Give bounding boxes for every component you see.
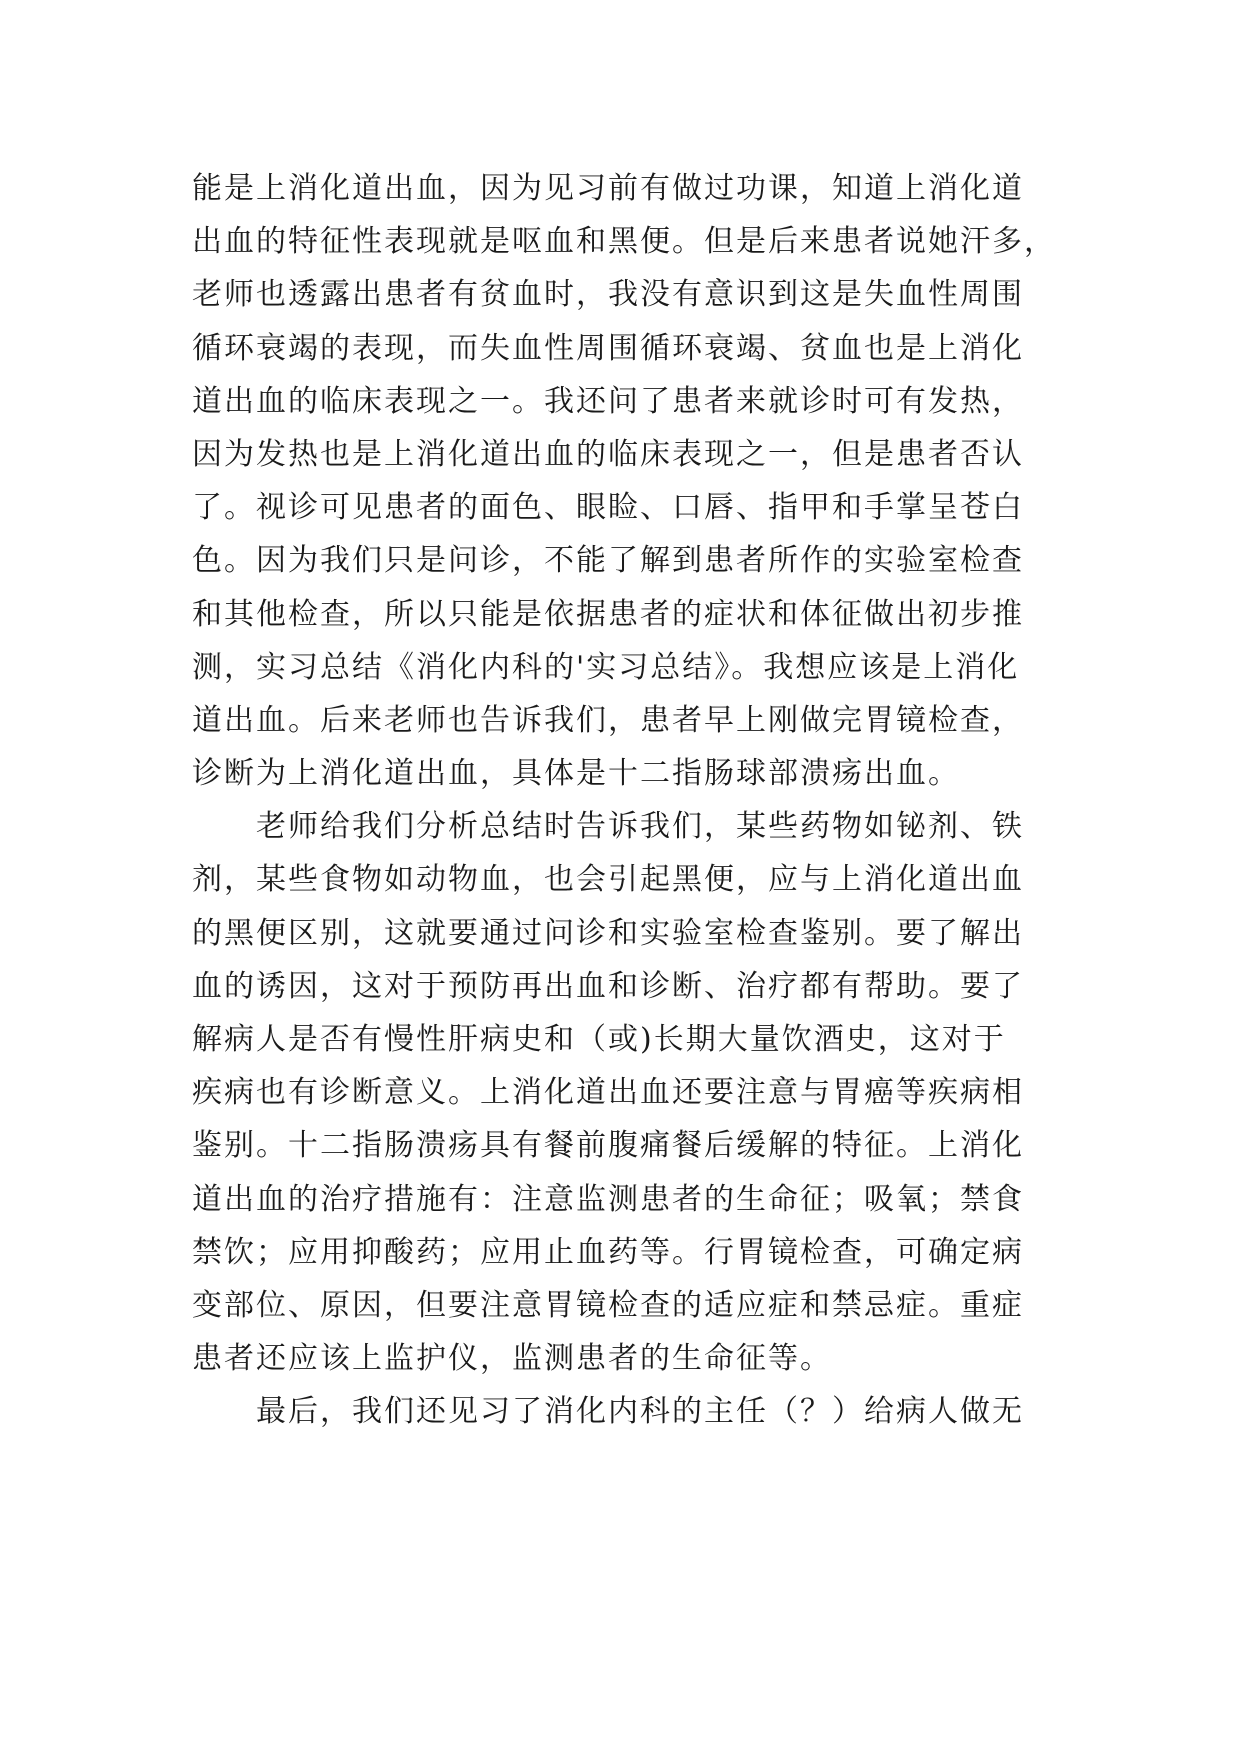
text-line: 患者还应该上监护仪，监测患者的生命征等。	[192, 1341, 832, 1377]
text-line: 的黑便区别，这就要通过问诊和实验室检查鉴别。要了解出	[192, 915, 1024, 951]
text-line: 道出血的治疗措施有：注意监测患者的生命征；吸氧；禁食	[192, 1181, 1024, 1217]
text-line: 血的诱因，这对于预防再出血和诊断、治疗都有帮助。要了	[192, 968, 1024, 1004]
text-line: 道出血。后来老师也告诉我们，患者早上刚做完胃镜检查，	[192, 702, 1024, 738]
text-line: 禁饮；应用抑酸药；应用止血药等。行胃镜检查，可确定病	[192, 1234, 1024, 1270]
text-line: 循环衰竭的表现，而失血性周围循环衰竭、贫血也是上消化	[192, 330, 1024, 366]
text-line: 出血的特征性表现就是呕血和黑便。但是后来患者说她汗多，	[192, 224, 1056, 260]
text-line: 最后，我们还见习了消化内科的主任（？）给病人做无	[192, 1394, 1024, 1430]
text-line: 道出血的临床表现之一。我还问了患者来就诊时可有发热，	[192, 383, 1024, 419]
text-line: 能是上消化道出血，因为见习前有做过功课，知道上消化道	[192, 171, 1024, 206]
text-line: 诊断为上消化道出血，具体是十二指肠球部溃疡出血。	[192, 756, 960, 792]
text-line: 测，实习总结《消化内科的'实习总结》。我想应该是上消化	[192, 649, 1020, 685]
text-line: 鉴别。十二指肠溃疡具有餐前腹痛餐后缓解的特征。上消化	[192, 1128, 1024, 1164]
text-line: 了。视诊可见患者的面色、眼睑、口唇、指甲和手掌呈苍白	[192, 490, 1024, 526]
text-line: 因为发热也是上消化道出血的临床表现之一，但是患者否认	[192, 436, 1024, 472]
text-line: 色。因为我们只是问诊，不能了解到患者所作的实验室检查	[192, 543, 1024, 579]
body-text	[192, 162, 1092, 1439]
text-line: 疾病也有诊断意义。上消化道出血还要注意与胃癌等疾病相	[192, 1075, 1024, 1111]
text-line: 老师给我们分析总结时告诉我们，某些药物如铋剂、铁	[192, 809, 1024, 845]
text-line: 和其他检查，所以只能是依据患者的症状和体征做出初步推	[192, 596, 1024, 632]
text-line: 变部位、原因，但要注意胃镜检查的适应症和禁忌症。重症	[192, 1287, 1024, 1323]
text-line: 老师也透露出患者有贫血时，我没有意识到这是失血性周围	[192, 277, 1024, 313]
text-line: 剂，某些食物如动物血，也会引起黑便，应与上消化道出血	[192, 862, 1024, 898]
text-line: 解病人是否有慢性肝病史和（或)长期大量饮酒史，这对于	[192, 1022, 1006, 1057]
